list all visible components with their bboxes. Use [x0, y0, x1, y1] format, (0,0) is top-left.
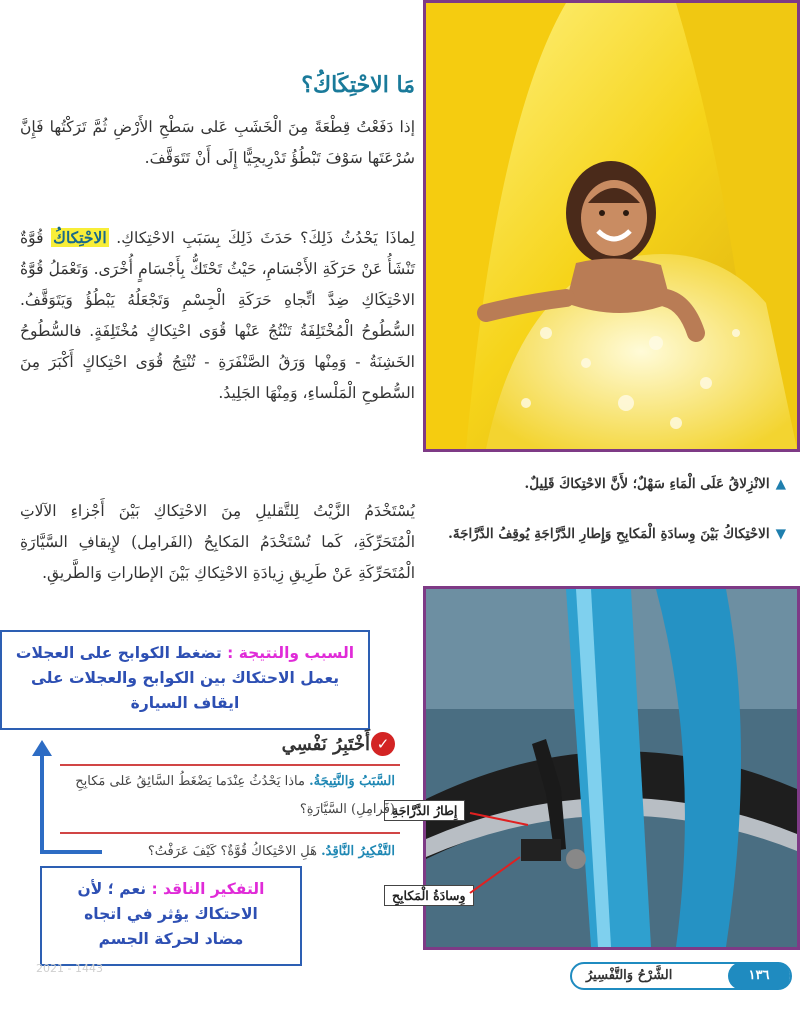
note-critical-label: التفكير الناقد : [151, 880, 265, 898]
triangle-down-icon: ▼ [775, 526, 786, 542]
question-cause-effect-key: السَّبَبُ وَالنَّتِيجَةُ. [309, 774, 395, 789]
divider [60, 832, 400, 834]
note-critical-text1: نعم ؛ لأن [77, 880, 147, 898]
note-cause-effect [0, 630, 370, 730]
question-cause-effect-text: ماذا يَحْدُثُ عِنْدَما يَضْغَطُ السَّائِقُ عَلى مَكابِحِ (فَرامِلِ) السَّيَّارَةِ؟ [75, 774, 395, 817]
note-critical-thinking [40, 866, 302, 966]
caption-bike-brake-text: الاحْتِكاكُ بَيْنَ وِسادَةِ الْمَكابِحِ وَإِطارِ الدَّرَّاجَةِ يُوقِفُ الدَّرَّاجَةَ. [448, 526, 770, 542]
note-cause-effect-line2: يعمل الاحتكاك بين الكوابح والعجلات على [30, 669, 340, 687]
test-myself-title: أَخْتَبِرُ نَفْسِي [281, 734, 370, 755]
label-brake-pad: وِسادَةُ الْمَكابِحِ [384, 885, 474, 906]
label-bike-rim: إِطارُ الدَّرَّاجَةِ [384, 800, 465, 821]
paragraph-friction-body: قُوَّةٌ تَنْشَأُ عَنْ حَرَكَةِ الأَجْسَامِ، حَيْثُ تَحْتَكُّ بِأَجْسَامٍ أُخْرَى. وَتَعْمَلُ قُوَّةُ الاحْتِكَاكِ ضِدَّ اتِّجاهِ حَرَكَةِ الْجِسْمِ وَتَجْعَلُهُ يَبْطُؤُ وَيَتَوَقَّفُ. السُّطُوحُ الْمُخْتَلِفَةُ تَنْتُجُ عَنْها قُوَى احْتِكاكٍ مُخْتَلِفَةٍ. فالسُّطُوحُ الخَشِنَةُ - وَمِنْها وَرَقُ الصَّنْفَرَةِ - تُنْتِجُ قُوَى احْتِكاكٍ أَكْبَرَ مِنَ السُّطوحِ الْمَلْساءِ، وَمِنْهَا الجَلِيدُ. [20, 229, 415, 402]
caption-water-slide [426, 472, 786, 496]
check-icon: ✓ [371, 732, 395, 756]
note-critical-line3: مضاد لحركة الجسم [98, 930, 244, 948]
lesson-text-column [20, 0, 415, 640]
paragraph-friction-intro: لِماذَا يَحْدُثُ ذَلِكَ؟ حَدَثَ ذَلِكَ بِسَبَبِ الاحْتِكاكِ. [116, 229, 415, 247]
question-critical-thinking [55, 838, 395, 866]
question-cause-effect [55, 768, 395, 824]
edition-year: 2021 - 1443 [36, 962, 103, 975]
page-footer [570, 962, 792, 990]
question-critical-text: هَلِ الاحْتِكاكُ قُوَّةٌ؟ كَيْفَ عَرَفْتُ؟ [147, 844, 317, 859]
note-cause-effect-line1 [2, 641, 368, 666]
callout-arrows [470, 805, 540, 905]
section-heading: مَا الاحْتِكَاكُ؟ [301, 72, 415, 98]
water-slide-photo [423, 0, 800, 452]
note-critical-line2: الاحتكاك يؤثر في اتجاه [84, 905, 258, 923]
paragraph-wood-block: إذا دَفَعْتُ قِطْعَةً مِنَ الْخَشَبِ عَلى سَطْحِ الأَرْضِ ثُمَّ تَرَكْتُها فَإِنَّ سُرْعَتَها سَوْفَ تَبْطُؤُ تَدْرِيجِيًّا إِلَى أَنْ تَتَوَقَّفَ. [20, 118, 415, 167]
divider [60, 764, 400, 766]
note-cause-effect-line3: ايقاف السيارة [130, 694, 240, 712]
caption-water-slide-text: الانْزِلاقُ عَلَى الْمَاءِ سَهْلٌ؛ لأَنَّ الاحْتِكاكَ قَلِيلٌ. [524, 476, 770, 492]
paragraph-oil-brakes: يُسْتَخْدَمُ الزَّيْتُ لِلتَّقليلِ مِنَ الاحْتِكاكِ بَيْنَ أَجْزاءِ الآلاتِ الْمُتَحَرِّكَةِ، كَما تُسْتَخْدَمُ المَكابِحُ (الفَرامِل) لإِيقافِ السَّيَّارَةِ الْمُتَحَرِّكَةِ عَنْ طَرِيقِ زِيادَةِ الاحْتِكاكِ بَيْنَ الإطاراتِ وَالطَّريقِ. [20, 502, 415, 582]
paragraph-friction-definition [20, 222, 415, 409]
page-number: ١٣٦ [728, 962, 790, 990]
highlighted-term-friction: الاحْتِكاكُ [53, 228, 107, 247]
question-critical-key: التَّفْكِيرُ النَّاقِدُ. [321, 844, 395, 859]
triangle-up-icon: ▲ [775, 476, 786, 492]
caption-bike-brake [426, 522, 786, 546]
footer-section-title: الشَّرْحُ وَالتَّفْسِيرُ [586, 968, 673, 983]
note-cause-effect-label: السبب والنتيجة : [227, 644, 355, 662]
note-critical-line1 [42, 877, 300, 902]
note-cause-effect-text1: تضغط الكوابح على العجلات [15, 644, 222, 662]
